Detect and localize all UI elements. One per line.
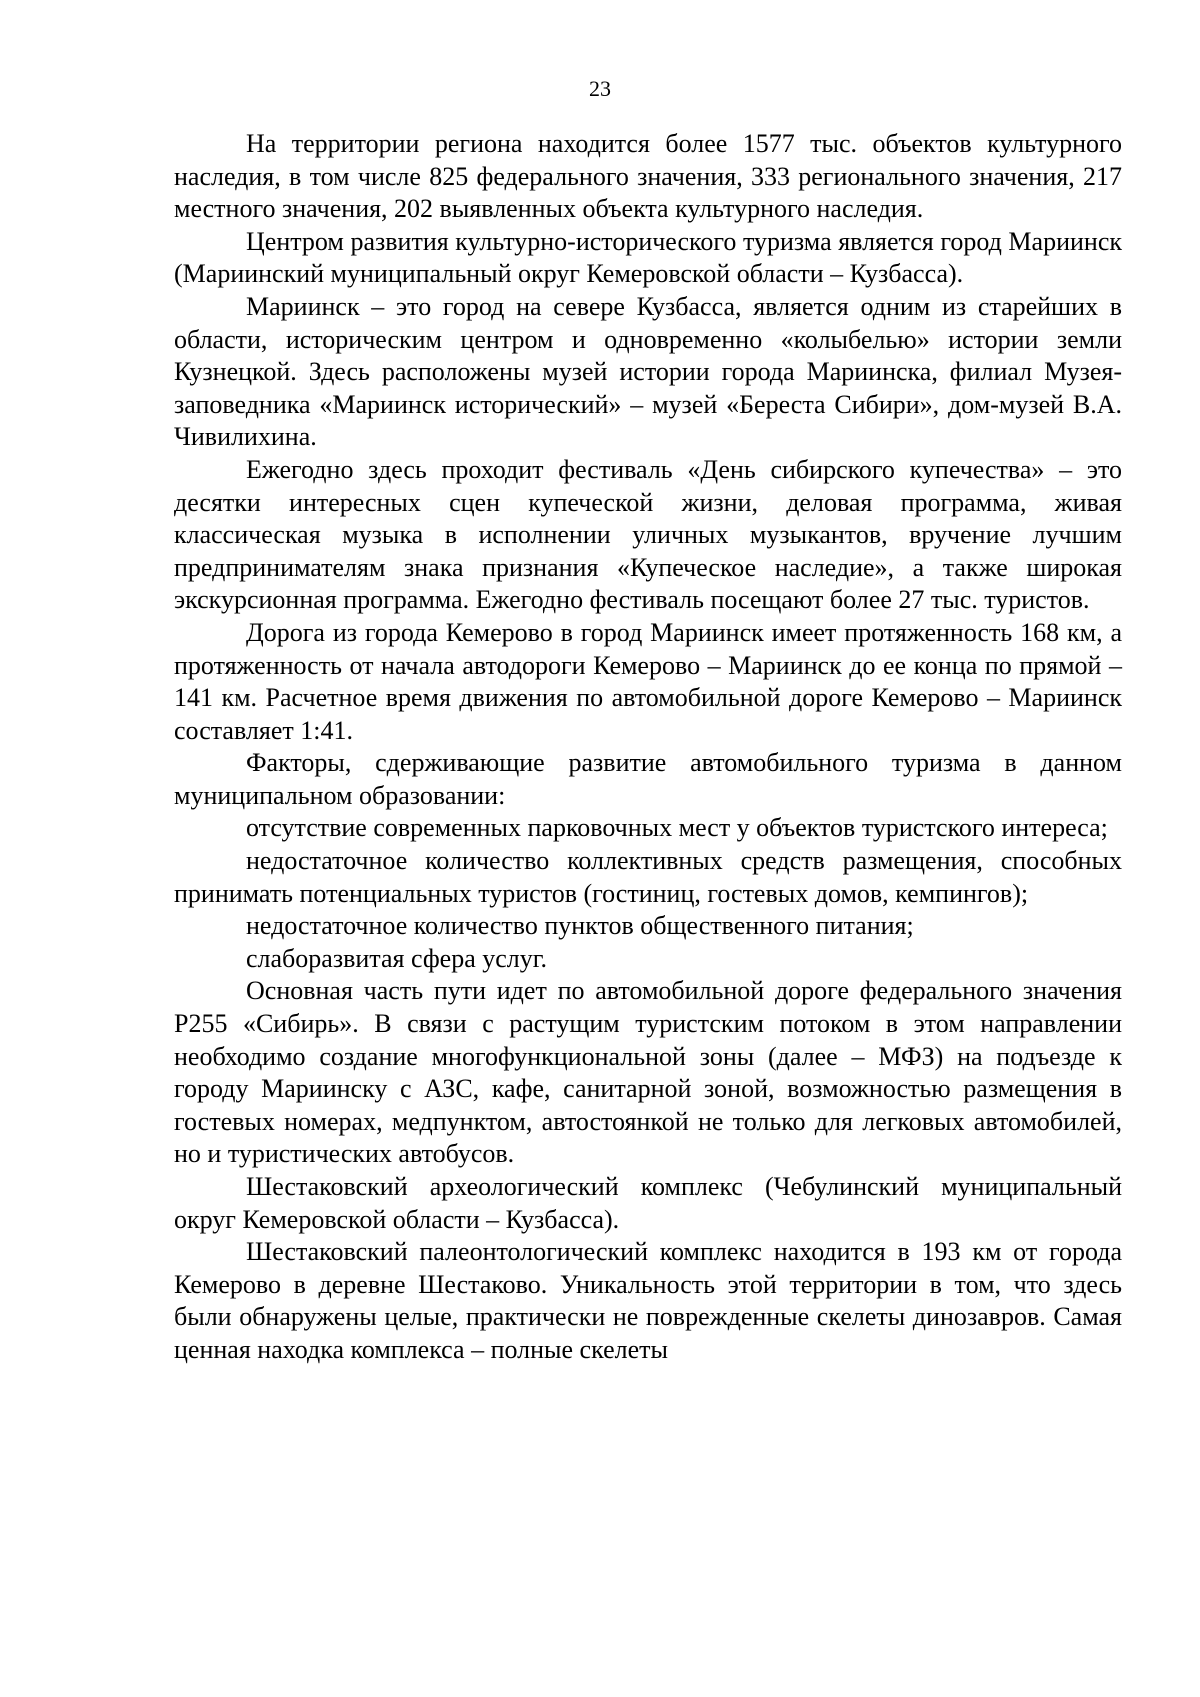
paragraph-road-distance: Дорога из города Кемерово в город Мариинск имеет протяженность 168 км, а протяженность от начала автодороги Кемерово – Мариинск до ее конца по прямой – 141 км. Расчетное время движения по автомобильной дороге Кемерово – Мариинск составляет 1:41. bbox=[174, 617, 1122, 745]
document-body bbox=[174, 128, 1122, 1367]
list-item-catering: недостаточное количество пунктов общественного питания; bbox=[246, 911, 914, 941]
paragraph-mariinsk-description: Мариинск – это город на севере Кузбасса, является одним из старейших в области, историческим центром и одновременно «колыбелью» истории земли Кузнецкой. Здесь расположены музей истории города Мариинска, филиал Музея-заповедника «Мариинск исторический» – музей «Береста Сибири», дом-музей В.А. Чивилихина. bbox=[174, 291, 1122, 452]
list-item-services: слаборазвитая сфера услуг. bbox=[246, 943, 547, 973]
paragraph-multifunctional-zone: Основная часть пути идет по автомобильной дороге федерального значения Р255 «Сибирь». В связи с растущим туристским потоком в этом направлении необходимо создание многофункциональной зоны (далее – МФЗ) на подъезде к городу Мариинску с АЗС, кафе, санитарной зоной, возможностью размещения в гостевых номерах, медпунктом, автостоянкой не только для легковых автомобилей, но и туристических автобусов. bbox=[174, 976, 1122, 1169]
paragraph-shestakovo-heading: Шестаковский археологический комплекс (Чебулинский муниципальный округ Кемеровской области – Кузбасса). bbox=[174, 1172, 1122, 1234]
list-item-accommodation: недостаточное количество коллективных средств размещения, способных принимать потенциальных туристов (гостиниц, гостевых домов, кемпингов); bbox=[174, 846, 1122, 908]
list-item-parking: отсутствие современных парковочных мест у объектов туристского интереса; bbox=[246, 813, 1108, 843]
paragraph-mariinsk-center: Центром развития культурно-исторического туризма является город Мариинск (Мариинский муниципальный округ Кемеровской области – Кузбасса). bbox=[174, 226, 1122, 289]
paragraph-limiting-factors: Факторы, сдерживающие развитие автомобильного туризма в данном муниципальном образовании: bbox=[174, 748, 1122, 810]
page-number: 23 bbox=[589, 76, 611, 101]
paragraph-shestakovo-description: Шестаковский палеонтологический комплекс находится в 193 км от города Кемерово в деревне Шестаково. Уникальность этой территории в том, что здесь были обнаружены целые, практически не поврежденные скелеты динозавров. Самая ценная находка комплекса – полные скелеты bbox=[174, 1237, 1122, 1364]
paragraph-cultural-heritage: На территории региона находится более 1577 тыс. объектов культурного наследия, в том числе 825 федерального значения, 333 регионального значения, 217 местного значения, 202 выявленных объекта культурного наследия. bbox=[174, 129, 1122, 224]
paragraph-merchant-festival: Ежегодно здесь проходит фестиваль «День сибирского купечества» – это десятки интересных сцен купеческой жизни, деловая программа, живая классическая музыка в исполнении уличных музыкантов, вручение лучшим предпринимателям знака признания «Купеческое наследие», а также широкая экскурсионная программа. Ежегодно фестиваль посещают более 27 тыс. туристов. bbox=[174, 454, 1122, 615]
